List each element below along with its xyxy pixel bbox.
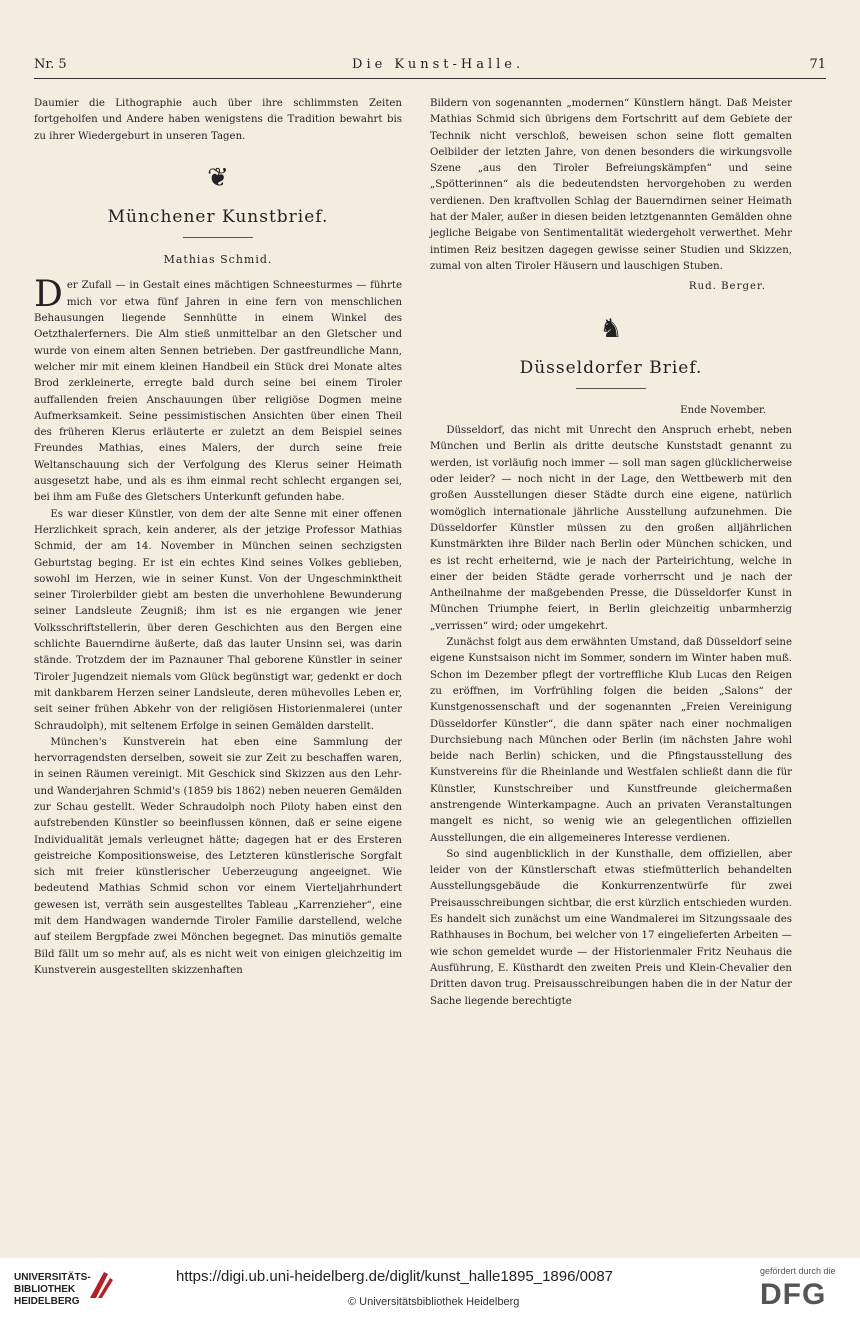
left-column [34, 96, 402, 979]
paragraph-text: er Zufall — in Gestalt eines mächtigen Schneesturmes — führte mich vor etwa fünf Jahren in eine fern von menschlichen Behausungen liegende Sennhütte in einem Winkel des Oetzthalerferners. Die Alm stieß unmittelbar an den Gletscher und wurde von einem alten Sennen betrieben. Der gastfreundliche Mann, welcher mir mit einem kleinen Handbeil ein Stück drei Monate altes Brod zerkleinerte, erregte bald durch seine bei einem Tiroler auffallenden freien Anschauungen über religiöse Dogmen meine Aufmerksamkeit. Seine pessimistischen Ansichten über einen Theil des früheren Klerus erläuterte er zuletzt an dem Beispiel seines Freundes Mathias, eines Malers, der durch seine freie Weltanschauung sich der Verfolgung des Klerus seiner Heimath ausgesetzt habe, und als es ihm einmal recht schlecht ergangen sei, bei ihm am Fuße des Gletschers Unterkunft gefunden habe. [34, 280, 402, 504]
funding-note: gefördert durch die [760, 1266, 836, 1276]
issue-number: Nr. 5 [34, 56, 67, 72]
right-column [430, 96, 792, 1010]
copyright-notice: © Universitätsbibliothek Heidelberg [348, 1296, 520, 1308]
paragraph: München's Kunstverein hat eben eine Sammlung der hervorragendsten derselben, soweit sie zur Zeit zu beschaffen waren, in seinen Räumen vereinigt. Mit Geschick sind Skizzen aus den Lehr- und Wanderjahren Schmid's (1859 bis 1862) neben neueren Gemälden zur Schau gestellt. Weder Schraudolph noch Piloty haben einst den aufstrebenden Künstler so beeinflussen können, daß er seine eigene Individualität jemals verleugnet hätte; dagegen hat er des Ersteren geistreiche Kompositionsweise, des Letzteren künstlerische Sorgfalt sich mit freier künstlerischer Ueberzeugung angeeignet. Wie bedeutend Mathias Schmid schon vor einem Vierteljahrhundert gewesen ist, verräth sein ausgestelltes Tableau „Karrenzieher“, eine mit dem Handwagen wandernde Tiroler Familie darstellend, welche auf steilem Bergpfade zwei Mönchen begegnet. Das minutiös gemalte Bild fällt um so mehr auf, als es nicht weit von einigen gleichzeitig im Kunstverein ausgestellten skizzenhaften [34, 736, 402, 976]
library-name-line: HEIDELBERG [14, 1296, 80, 1307]
divider [576, 388, 646, 389]
library-mark-icon [86, 1268, 116, 1302]
article-heading-munich: Münchener Kunstbrief. [107, 206, 329, 227]
paragraph: Bildern von sogenannten „modernen“ Künstlern hängt. Daß Meister Mathias Schmid sich übrigens dem Fortschritt auf dem Gebiete der Technik nicht verschloß, beweisen schon seine flott gemalten Oelbilder der letzten Jahre, von denen besonders die wirkungsvolle Szene „aus den Tiroler Befreiungskämpfen“ und seine „Spötterinnen“ als die bedeutendsten hervorgehoben zu werden verdienen. Den kraftvollen Schlag der Bauerndirnen seiner Heimath hat der Maler, außer in diesen beiden letztgenannten Gemälden ohne jegliche Beigabe von Sentimentalität wiedergeholt verwerthet. Mehr intimen Reiz besitzen dagegen gewisse seiner Studien und Skizzen, zumal von alten Tiroler Häusern und lauschigen Stuben. [430, 98, 792, 272]
divider [183, 237, 253, 238]
paragraph [34, 274, 402, 506]
library-name-line: UNIVERSITÄTS- [14, 1272, 91, 1283]
dateline: Ende November. [680, 404, 766, 416]
paragraph: Es war dieser Künstler, von dem der alte Senne mit einer offenen Herzlichkeit sprach, kein anderer, als der jetzige Professor Mathias Schmid, der am 14. November in München seinen sechzigsten Geburtstag beging. Er ist ein echtes Kind seines Volkes geblieben, sowohl im Herzen, wie in seiner Kunst. Von der Ungeschminktheit seiner Tirolerbilder giebt am besten die unverhohlene Bewunderung seiner Landsleute Zeugniß; ihm ist es nie ergangen wie jener Volksschriftstellerin, über deren Geschichten aus den Bergen eine schlichte Bauerndirne äußerte, daß das lauter Unsinn sei, was darin stände. Trotzdem der im Paznauner Thal geborene Künstler in seiner Tiroler Jugendzeit niemals vom Glück begünstigt war, gedenkt er doch mit dankbarem Herzen seiner Landsleute, deren mühevolles Leben er, seit seiner frühen Abkehr von der religiösen Historienmalerei (unter Schraudolph), mit seltenem Erfolge in seinen Gemälden darstellt. [34, 508, 402, 732]
dfg-logo: DFG [760, 1278, 827, 1311]
paragraph: Düsseldorf, das nicht mit Unrecht den Anspruch erhebt, neben München und Berlin als dritte deutsche Kunststadt genannt zu werden, ist vorläufig noch immer — soll man sagen glücklicherweise oder leider? — noch nicht in der Lage, den Wettbewerb mit den großen Ausstellungen dieser Städte durch eine eigene, natürlich womöglich internationale jährliche Ausstellung aufzunehmen. Die Düsseldorfer Künstler müssen zu den großen alljährlichen Kunstmärkten ihre Bilder nach Berlin oder München schicken, und es ist recht erheiternd, wie je nach der Parteirichtung, welche in einer der beiden Städte gerade vorherrscht und je nach der Antheilnahme der maßgebenden Presse, die Düsseldorfer Kunst in München Triumphe feiert, in Berlin gleichzeitig unbarmherzig „verrissen“ wird; oder umgekehrt. [430, 425, 792, 632]
header-rule [34, 78, 826, 79]
paragraph: So sind augenblicklich in der Kunsthalle, dem offiziellen, aber leider von der Künstlerschaft etwas stiefmütterlich behandelten Ausstellungsgebäude die Konkurrenzentwürfe für zwei Preisausschreibungen sichtbar, die erst kürzlich entschieden wurden. Es handelt sich zunächst um eine Wandmalerei im Sitzungssaale des Rathhauses in Bochum, bei welcher von 17 eingelieferten Arbeiten — wie schon gemeldet wurde — der Historienmaler Fritz Neuhaus die Ausführung, E. Küsthardt den zweiten Preis und Klein-Chevalier den Dritten davon trug. Preisausschreibungen haben die in der Natur der Sache liegende berechtigte [430, 848, 792, 1007]
drop-cap: D [34, 274, 63, 316]
fleuron-ornament-icon: ❦ [207, 162, 229, 193]
paragraph: Zunächst folgt aus dem erwähnten Umstand, daß Düsseldorf seine eigene Kunstsaison nicht im Sommer, sondern im Winter haben muß. Schon im Dezember pflegt der vortreffliche Klub Lucas den Reigen zu eröffnen, im Vorfrühling folgen die beiden „Salons“ der Kunstgenossenschaft und der sogenannten „Freien Vereinigung Düsseldorfer Künstler“, die dann später nach einer nochmaligen Durchsiebung nach München oder Berlin (im nächsten Jahre wohl beide nach Berlin) schicken, und die Pfingstausstellung des Kunstvereins für die Rheinlande und Westfalen schließt dann die für Künstler, Kunstschreiber und Kunstfreunde gleichermaßen anstrengende Winterkampagne. Auch an privaten Veranstaltungen mangelt es nicht, so wenig wie an gelegentlichen offiziellen Ausstellungen, die ein allgemeineres Interesse verdienen. [430, 637, 792, 844]
article-subheading: Mathias Schmid. [163, 253, 273, 267]
journal-title: Die Kunst-Halle. [352, 56, 525, 72]
library-logo [14, 1272, 91, 1308]
page-number: 71 [809, 56, 826, 72]
digitization-footer [0, 1258, 860, 1321]
figure-ornament-icon: ♞ [599, 313, 623, 344]
article-heading-duesseldorf: Düsseldorfer Brief. [519, 357, 703, 378]
running-header [34, 54, 826, 74]
intro-paragraph: Daumier die Lithographie auch über ihre schlimmsten Zeiten fortgeholfen und Andere haben wenigstens die Tradition bewahrt bis zu ihrer Wiedergeburt in unseren Tagen. [34, 98, 402, 142]
author-signature: Rud. Berger. [688, 281, 766, 293]
source-url-link[interactable]: https://digi.ub.uni-heidelberg.de/diglit/kunst_halle1895_1896/0087 [176, 1268, 613, 1285]
library-name-line: BIBLIOTHEK [14, 1284, 76, 1295]
